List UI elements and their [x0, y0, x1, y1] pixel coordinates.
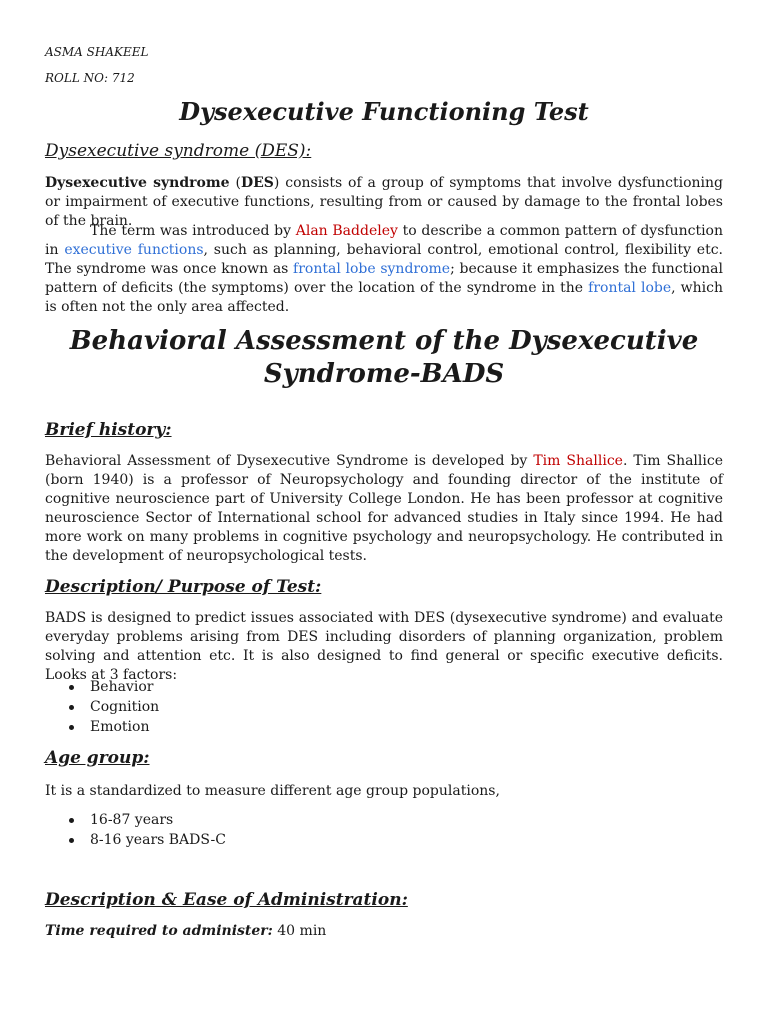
des-paragraph-2: The term was introduced by Alan Baddeley to describe a common pattern of dysfunction in executive functions, such as planning, behavioral control, emotional control, flexibility etc. The syndrome was once known as frontal lobe syndrome; because it emphasizes the functional pattern of deficits (the symptoms) over the location of the syndrome in the frontal lobe, which is often not the only area affected. [45, 223, 724, 315]
author-name: ASMA SHAKEEL [45, 45, 149, 59]
des-paragraph-1: Dysexecutive syndrome (DES) consists of a group of symptoms that involve dysfunctioning or impairment of executive functions, resulting from or caused by damage to the frontal lobes of the brain. [45, 175, 723, 229]
des-heading: Dysexecutive syndrome (DES): [45, 141, 312, 161]
list-item: Emotion [45, 717, 159, 737]
purpose-heading: Description/ Purpose of Test: [45, 577, 322, 597]
link-frontal-lobe-syndrome[interactable]: frontal lobe syndrome [293, 261, 451, 277]
list-item: Cognition [45, 697, 159, 717]
age-groups-list [45, 810, 226, 850]
time-label: Time required to administer: [45, 923, 273, 939]
link-executive-functions[interactable]: executive functions [64, 242, 204, 258]
purpose-paragraph: BADS is designed to predict issues associated with DES (dysexecutive syndrome) and evaluate everyday problems arising from DES including disorders of planning organization, problem solving and attention etc. It is also designed to find general or specific executive deficits. Looks at 3 factors: [45, 610, 723, 683]
link-tim-shallice[interactable]: Tim Shallice [533, 453, 623, 469]
bads-title [45, 325, 723, 391]
bads-title-line-1: Behavioral Assessment of the Dysexecutive [69, 326, 699, 356]
roll-number: ROLL NO: 712 [45, 71, 135, 85]
list-item: 8-16 years BADS-C [45, 830, 226, 850]
bads-title-line-2: Syndrome-BADS [263, 359, 505, 389]
des-term: Dysexecutive syndrome [45, 175, 230, 191]
document-title: Dysexecutive Functioning Test [179, 97, 589, 126]
age-heading: Age group: [45, 748, 150, 768]
link-frontal-lobe[interactable]: frontal lobe [588, 280, 672, 296]
age-paragraph: It is a standardized to measure different age group populations, [45, 783, 500, 799]
factors-list [45, 677, 159, 737]
administration-heading: Description & Ease of Administration: [45, 890, 408, 910]
link-alan-baddeley[interactable]: Alan Baddeley [295, 223, 398, 239]
des-abbrev: DES [240, 175, 274, 191]
list-item: Behavior [45, 677, 159, 697]
list-item: 16-87 years [45, 810, 226, 830]
time-required [45, 923, 326, 939]
time-value: 40 min [272, 923, 327, 939]
history-heading: Brief history: [45, 420, 172, 440]
history-paragraph: Behavioral Assessment of Dysexecutive Syndrome is developed by Tim Shallice. Tim Shallice (born 1940) is a professor of Neuropsychology and founding director of the institute of cognitive neuroscience part of University College London. He has been professor at cognitive neuroscience Sector of International school for advanced studies in Italy since 1994. He had more work on many problems in cognitive psychology and neuropsychology. He contributed in the development of neuropsychological tests. [45, 453, 723, 564]
